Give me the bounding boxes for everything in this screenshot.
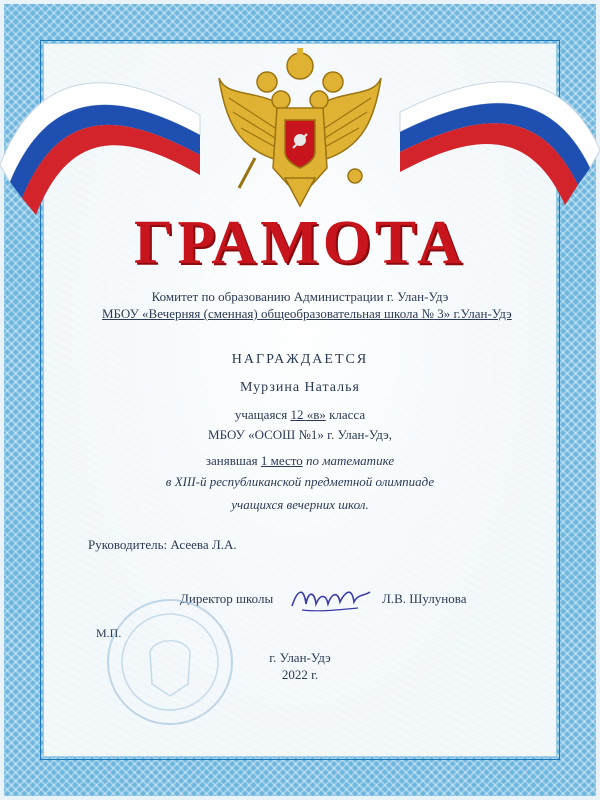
school-line: МБОУ «Вечерняя (сменная) общеобразовательная школа № 3» г.Улан-Удэ [102, 306, 512, 321]
place-prefix: занявшая [205, 453, 258, 468]
stamp-label: М.П. [96, 626, 122, 640]
director-signature [288, 582, 374, 616]
students-line: учащихся вечерних школ. [231, 497, 369, 512]
grade-line [0, 407, 600, 423]
director-label: Директор школы [180, 591, 274, 606]
committee-line: Комитет по образованию Администрации г. Улан-Удэ [151, 289, 449, 304]
director-name: Л.В. Шулунова [382, 591, 467, 606]
olympiad-line: в XIII-й республиканской предметной олимпиаде [165, 474, 435, 489]
leader-line: Руководитель: Асеева Л.А. [88, 537, 237, 552]
grade-suffix: класса [329, 407, 366, 422]
awarded-heading: НАГРАЖДАЕТСЯ [231, 352, 369, 367]
grade-value: 12 «в» [290, 407, 326, 422]
place-value: 1 место [260, 453, 303, 468]
recipient-name: Мурзина Наталья [240, 380, 360, 395]
certificate-title: ГРАМОТА [134, 209, 466, 277]
tricolor-ribbon-right [400, 82, 600, 205]
place-subject: по математике [306, 453, 395, 468]
place-line [0, 453, 600, 469]
grade-prefix: учащаяся [234, 407, 288, 422]
ososh-line: МБОУ «ОСОШ №1» г. Улан-Удэ, [208, 427, 392, 442]
year-line: 2022 г. [281, 667, 319, 682]
tricolor-ribbon-left [0, 83, 200, 215]
russian-coat-of-arms-icon [215, 48, 385, 208]
city-line: г. Улан-Удэ [269, 650, 331, 665]
